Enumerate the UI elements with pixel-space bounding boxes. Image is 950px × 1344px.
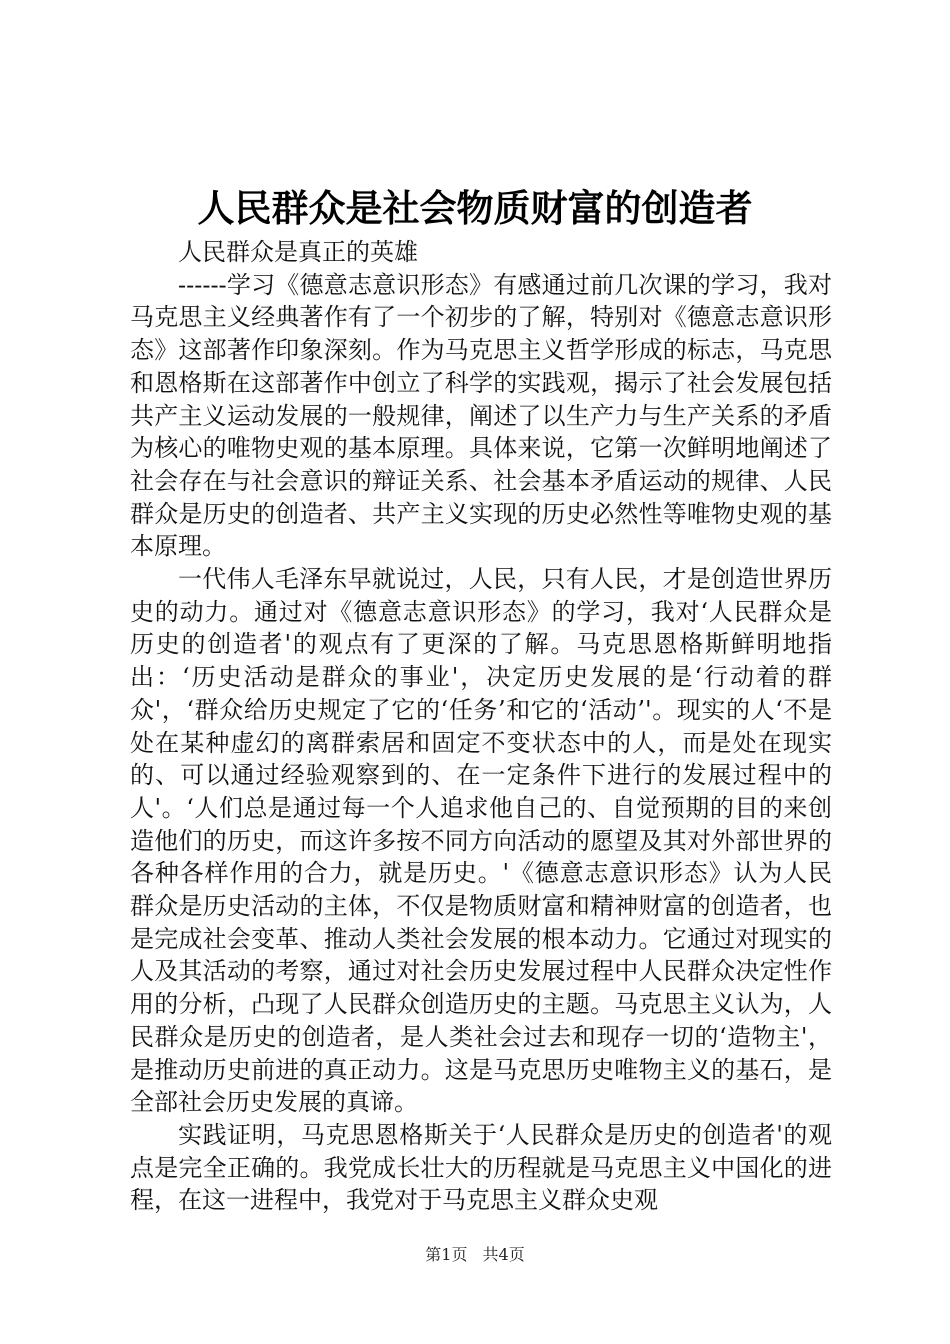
paragraph-practice: 实践证明，马克思恩格斯关于‘人民群众是历史的创造者'的观点是完全正确的。我党成长壮大的历程就是马克思主义中国化的进程，在这一进程中，我党对于马克思主义群众史观	[130, 1120, 832, 1215]
document-body	[130, 236, 832, 1217]
page-total: 共4页	[482, 1245, 525, 1264]
paragraph-subtitle: 人民群众是真正的英雄	[178, 238, 418, 266]
paragraph-main: 一代伟人毛泽东早就说过，人民，只有人民，才是创造世界历史的动力。通过对《德意志意识形态》的学习，我对‘人民群众是历史的创造者'的观点有了更深的了解。马克思恩格斯鲜明地指出：‘历史活动是群众的事业'，决定历史发展的是‘行动着的群众'，‘群众给历史规定了它的‘任务’和它的‘活动’'。现实的人‘不是处在某种虚幻的离群索居和固定不变状态中的人，而是处在现实的、可以通过经验观察到的、在一定条件下进行的发展过程中的人'。‘人们总是通过每一个人追求他自己的、自觉预期的目的来创造他们的历史，而这许多按不同方向活动的愿望及其对外部世界的各种各样作用的合力，就是历史。'《德意志意识形态》认为人民群众是历史活动的主体，不仅是物质财富和精神财富的创造者，也是完成社会变革、推动人类社会发展的根本动力。它通过对现实的人及其活动的考察，通过对社会历史发展过程中人民群众决定性作用的分析，凸现了人民群众创造历史的主题。马克思主义认为，人民群众是历史的创造者，是人类社会过去和现存一切的‘造物主'，是推动历史前进的真正动力。这是马克思历史唯物主义的基石，是全部社会历史发展的真谛。	[130, 565, 832, 1117]
page-number: 第1页	[425, 1245, 468, 1264]
paragraph-intro: ------学习《德意志意识形态》有感通过前几次课的学习，我对马克思主义经典著作有了一个初步的了解，特别对《德意志意识形态》这部著作印象深刻。作为马克思主义哲学形成的标志，马克思和恩格斯在这部著作中创立了科学的实践观，揭示了社会发展包括共产主义运动发展的一般规律，阐述了以生产力与生产关系的矛盾为核心的唯物史观的基本原理。具体来说，它第一次鲜明地阐述了社会存在与社会意识的辩证关系、社会基本矛盾运动的规律、人民群众是历史的创造者、共产主义实现的历史必然性等唯物史观的基本原理。	[130, 270, 832, 561]
document-title: 人民群众是社会物质财富的创造者	[197, 186, 753, 230]
page-footer	[0, 1245, 950, 1265]
